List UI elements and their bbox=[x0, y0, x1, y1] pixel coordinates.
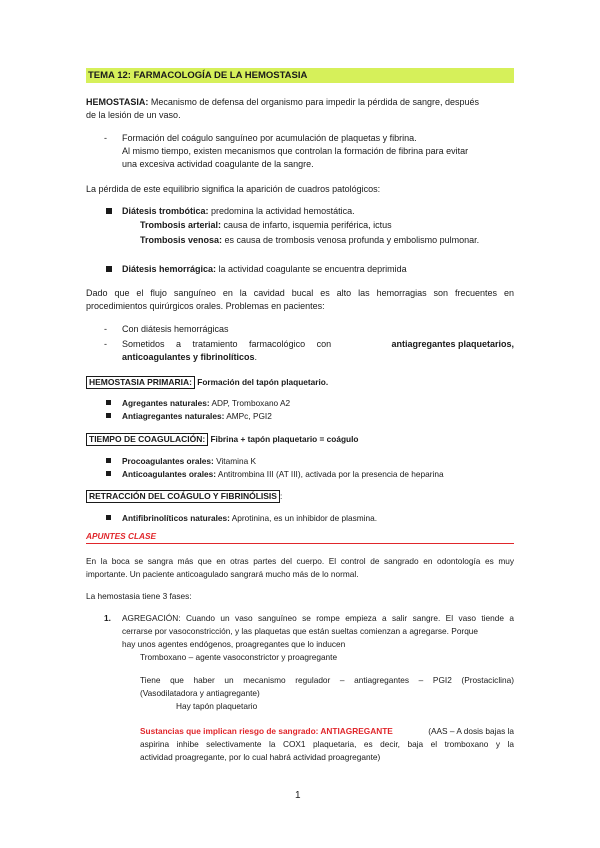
antiagregantes-naturales bbox=[122, 410, 272, 423]
riesgo-sangrado-text: Sustancias que implican riesgo de sangrado: ANTIAGREGANTE bbox=[140, 726, 393, 736]
retraccion-label: RETRACCIÓN DEL COÁGULO Y FIBRINÓLISIS bbox=[86, 490, 280, 503]
diatesis-hemorragica-text: la actividad coagulante se encuentra deprimida bbox=[216, 264, 407, 274]
retraccion-colon: : bbox=[279, 491, 283, 501]
hemostasia-text-line2: de la lesión de un vaso. bbox=[86, 110, 181, 120]
agregacion-line2: cerrarse por vasoconstricción, y las plaquetas que están sueltas comienzan a agregarse. Porque bbox=[122, 626, 479, 636]
agregacion-line7: Hay tapón plaquetario bbox=[176, 701, 258, 711]
antifibrinoliticos-text: Aprotinina, es un inhibidor de plasmina. bbox=[229, 513, 378, 523]
boca-line1: En la boca se sangra más que en otras partes del cuerpo. El control de sangrado en odontología es muy bbox=[86, 556, 514, 566]
agregacion-line4: Tromboxano – agente vasoconstrictor y proagregante bbox=[140, 652, 338, 662]
agregacion-red-line bbox=[140, 725, 514, 738]
trombosis-arterial-text: causa de infarto, isquemia periférica, ictus bbox=[221, 220, 392, 230]
square-bullet-icon bbox=[106, 515, 111, 520]
procoagulantes-orales bbox=[122, 455, 256, 468]
square-bullet-icon bbox=[106, 266, 112, 272]
agregantes-naturales bbox=[122, 397, 290, 410]
paciente-item2-text: Sometidos a tratamiento farmacológico con bbox=[122, 339, 332, 349]
primaria-heading bbox=[86, 376, 328, 389]
paciente-item2-bold: antiagregantes plaquetarios, bbox=[391, 339, 514, 349]
formacion-line2: Al mismo tiempo, existen mecanismos que controlan la formación de fibrina para evitar bbox=[122, 146, 469, 156]
agregacion-line1: AGREGACIÓN: Cuando un vaso sanguíneo se rompe empieza a salir sangre. El vaso tiende a bbox=[122, 613, 514, 623]
hemostasia-text-line1: Mecanismo de defensa del organismo para impedir la pérdida de sangre, después bbox=[148, 97, 480, 107]
page-number: 1 bbox=[295, 790, 301, 801]
antiagregantes-term: Antiagregantes naturales: bbox=[122, 411, 225, 421]
anticoagulantes-orales bbox=[122, 468, 444, 481]
formacion-line1: Formación del coágulo sanguíneo por acumulación de plaquetas y fibrina. bbox=[122, 133, 417, 143]
procoagulantes-term: Procoagulantes orales: bbox=[122, 456, 214, 466]
trombosis-arterial bbox=[140, 219, 392, 232]
formacion-line3: una excesiva actividad coagulante de la sangre. bbox=[122, 159, 314, 169]
diatesis-hemorragica bbox=[122, 263, 407, 276]
dash-bullet: - bbox=[104, 339, 107, 349]
diatesis-trombotica bbox=[122, 205, 355, 218]
coagulacion-label: TIEMPO DE COAGULACIÓN: bbox=[86, 433, 208, 446]
paciente-item2-line1 bbox=[122, 338, 514, 351]
square-bullet-icon bbox=[106, 208, 112, 214]
diatesis-trombotica-term: Diátesis trombótica: bbox=[122, 206, 209, 216]
fases-intro: La hemostasia tiene 3 fases: bbox=[86, 591, 192, 601]
agregantes-term: Agregantes naturales: bbox=[122, 398, 210, 408]
trombosis-venosa-term: Trombosis venosa: bbox=[140, 235, 223, 245]
square-bullet-icon bbox=[106, 413, 111, 418]
agregacion-line5: Tiene que haber un mecanismo regulador – antiagregantes – PGI2 (Prostaciclina) bbox=[140, 675, 514, 685]
loss-text: La pérdida de este equilibrio significa la aparición de cuadros patológicos: bbox=[86, 184, 381, 194]
agregacion-line6: (Vasodilatadora y antiagregante) bbox=[140, 688, 260, 698]
boca-line2: importante. Un paciente anticoagulado sangrará mucho más de lo normal. bbox=[86, 569, 359, 579]
hemostasia-term: HEMOSTASIA: bbox=[86, 97, 149, 107]
antiagregantes-text: AMPc, PGI2 bbox=[224, 411, 272, 421]
paciente-item2-line2-end: . bbox=[254, 352, 258, 362]
flujo-line1: Dado que el flujo sanguíneo en la cavidad bucal es alto las hemorragias son frecuentes en bbox=[86, 288, 514, 298]
dash-bullet: - bbox=[104, 324, 107, 334]
square-bullet-icon bbox=[106, 471, 111, 476]
hemostasia-definition bbox=[86, 96, 514, 109]
paciente-item2-line2-bold: anticoagulantes y fibrinolíticos bbox=[122, 352, 255, 362]
trombosis-arterial-term: Trombosis arterial: bbox=[140, 220, 222, 230]
agregacion-line9: aspirina inhibe selectivamente la COX1 plaquetaria, es decir, baja el tromboxano y la bbox=[140, 739, 514, 749]
dash-bullet: - bbox=[104, 133, 107, 143]
agregantes-text: ADP, Tromboxano A2 bbox=[209, 398, 291, 408]
anticoagulantes-term: Anticoagulantes orales: bbox=[122, 469, 217, 479]
page-title: TEMA 12: FARMACOLOGÍA DE LA HEMOSTASIA bbox=[86, 68, 514, 83]
diatesis-trombotica-text: predomina la actividad hemostática. bbox=[208, 206, 355, 216]
paciente-item2-line2 bbox=[122, 351, 257, 364]
antifibrinoliticos-naturales bbox=[122, 512, 377, 525]
paciente-item1: Con diátesis hemorrágicas bbox=[122, 324, 229, 334]
coagulacion-text: Fibrina + tapón plaquetario = coágulo bbox=[208, 434, 359, 444]
primaria-label: HEMOSTASIA PRIMARIA: bbox=[86, 376, 195, 389]
square-bullet-icon bbox=[106, 400, 111, 405]
trombosis-venosa bbox=[140, 234, 479, 247]
antifibrinoliticos-term: Antifibrinolíticos naturales: bbox=[122, 513, 230, 523]
trombosis-venosa-text: es causa de trombosis venosa profunda y embolismo pulmonar. bbox=[222, 235, 480, 245]
apuntes-heading: APUNTES CLASE bbox=[86, 531, 157, 541]
coagulacion-heading bbox=[86, 433, 358, 446]
primaria-text: Formación del tapón plaquetario. bbox=[194, 377, 329, 387]
procoagulantes-text: Vitamina K bbox=[213, 456, 257, 466]
aas-text: (AAS – A dosis bajas la bbox=[428, 726, 514, 736]
agregacion-number: 1. bbox=[104, 613, 111, 623]
flujo-line2: procedimientos quirúrgicos orales. Problemas en pacientes: bbox=[86, 301, 325, 311]
agregacion-line3: hay unos agentes endógenos, proagregantes que lo inducen bbox=[122, 639, 346, 649]
agregacion-line10: actividad proagregante, por lo cual habrá actividad proagregante) bbox=[140, 752, 381, 762]
square-bullet-icon bbox=[106, 458, 111, 463]
diatesis-hemorragica-term: Diátesis hemorrágica: bbox=[122, 264, 217, 274]
apuntes-divider bbox=[86, 543, 514, 544]
anticoagulantes-text: Antitrombina III (AT III), activada por la presencia de heparina bbox=[216, 469, 444, 479]
retraccion-heading bbox=[86, 490, 282, 503]
